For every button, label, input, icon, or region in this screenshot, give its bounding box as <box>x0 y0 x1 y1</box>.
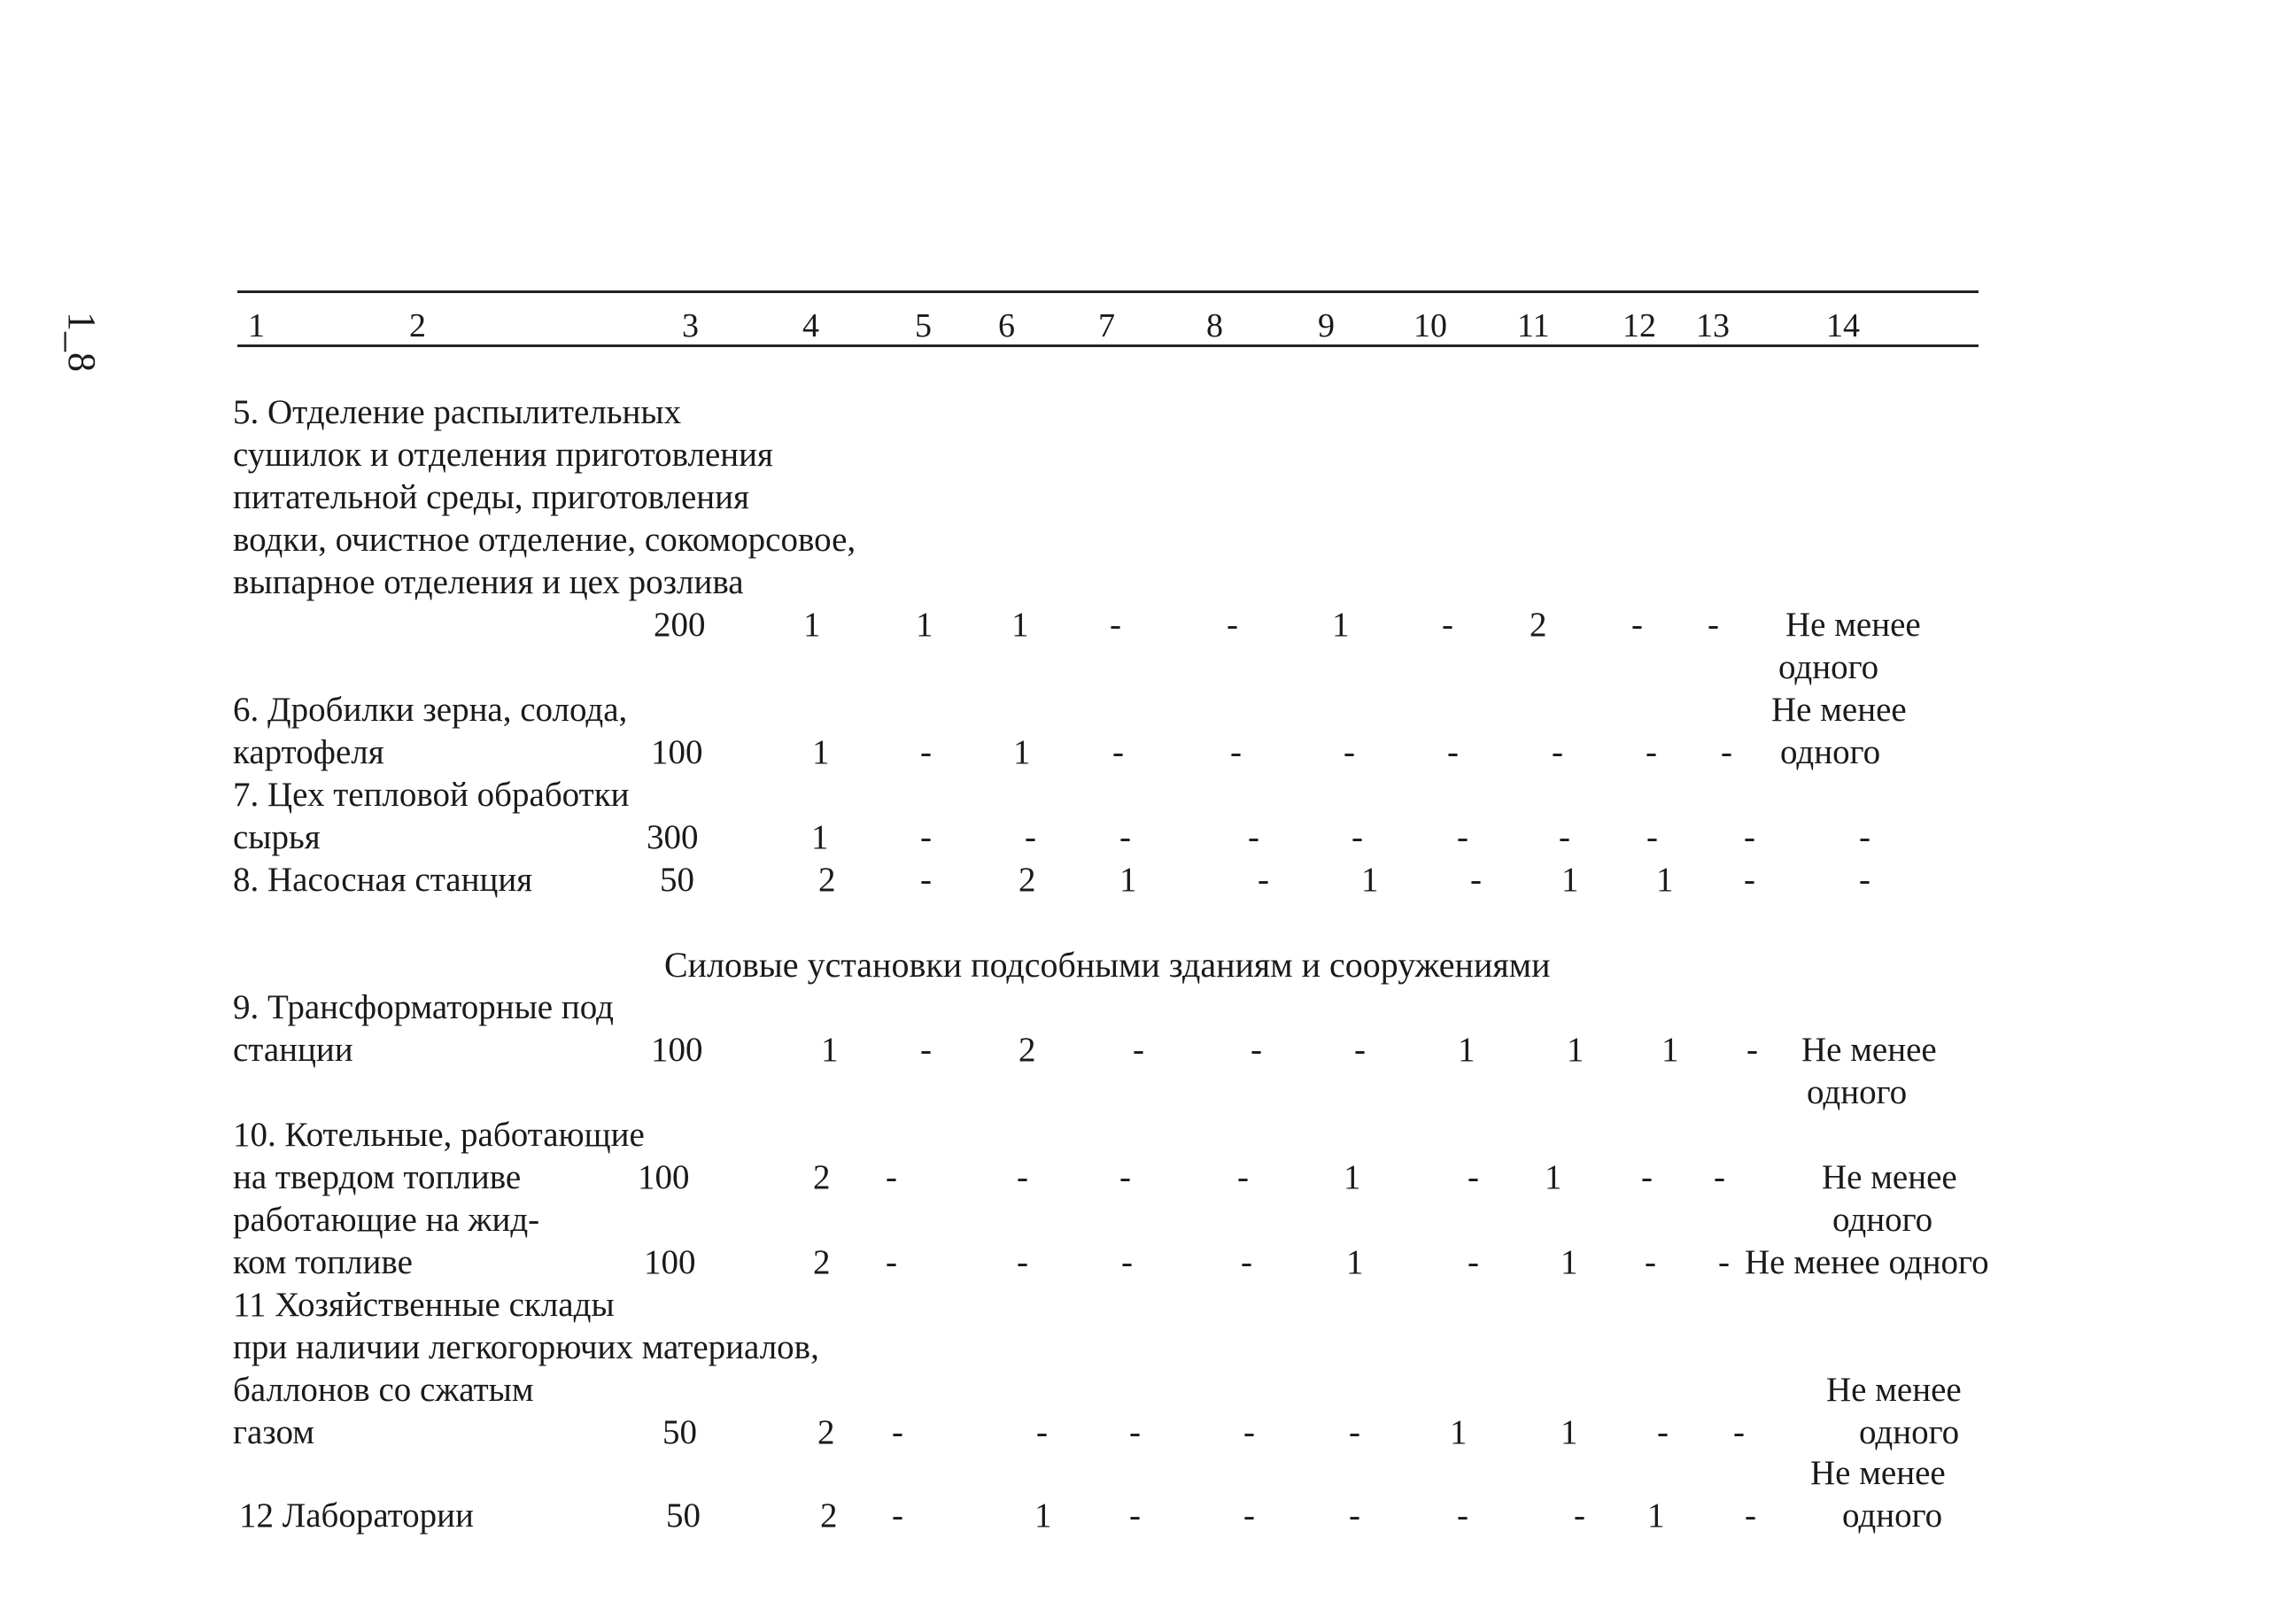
row-11-value: 50 <box>662 1413 697 1451</box>
row-7-cell-9: - <box>1351 818 1363 856</box>
row-6-cell-12: - <box>1646 733 1657 771</box>
row-11-note-line: одного <box>1859 1413 1960 1451</box>
row-10-cell-5: - <box>886 1158 897 1196</box>
row-6-cell-8: - <box>1230 733 1242 771</box>
row-9-value: 100 <box>651 1031 703 1069</box>
row-11-cell-11: 1 <box>1561 1413 1578 1451</box>
row-5-cell-6: 1 <box>1011 606 1029 644</box>
row-8-cell-11: 1 <box>1561 861 1579 899</box>
section-heading: Силовые установки подсобными зданиям и сооружениями <box>664 945 1551 985</box>
row-12-cell-11: - <box>1574 1496 1585 1535</box>
column-number-1: 1 <box>248 307 265 344</box>
row-10b-cell-5: - <box>886 1243 897 1281</box>
row-7-cell-4: 1 <box>811 818 829 856</box>
row-5-cell-11: 2 <box>1530 606 1547 644</box>
row-8-cell-9: 1 <box>1361 861 1379 899</box>
row-5-text-line: водки, очистное отделение, сокоморсовое, <box>233 521 856 559</box>
column-number-7: 7 <box>1098 307 1115 344</box>
row-5-cell-12: - <box>1631 606 1643 644</box>
row-6-cell-6: 1 <box>1013 733 1031 771</box>
row-10-cell-4: 2 <box>813 1158 831 1196</box>
row-11-cell-12: - <box>1657 1413 1669 1451</box>
column-number-6: 6 <box>998 307 1015 344</box>
row-6-cell-7: - <box>1112 733 1124 771</box>
row-5-value: 200 <box>654 606 706 644</box>
column-number-9: 9 <box>1318 307 1335 344</box>
row-9-cell-13: - <box>1746 1031 1758 1069</box>
row-5-cell-13: - <box>1708 606 1719 644</box>
row-9-cell-11: 1 <box>1567 1031 1584 1069</box>
row-11-cell-6: - <box>1036 1413 1048 1451</box>
row-12-cell-9: - <box>1349 1496 1360 1535</box>
row-10-cell-12: - <box>1641 1158 1653 1196</box>
row-8-cell-4: 2 <box>818 861 836 899</box>
row-10-cell-6: - <box>1017 1158 1028 1196</box>
row-10b-text-line: ком топливе <box>233 1243 413 1281</box>
row-7-cell-13: - <box>1744 818 1755 856</box>
row-12-note-line: одного <box>1842 1496 1943 1535</box>
row-12-cell-7: - <box>1129 1496 1141 1535</box>
row-11-text-line: при наличии легкогорючих материалов, <box>233 1328 819 1366</box>
row-9-cell-7: - <box>1133 1031 1144 1069</box>
row-8-cell-6: 2 <box>1018 861 1036 899</box>
row-11-cell-8: - <box>1243 1413 1255 1451</box>
row-12-cell-8: - <box>1243 1496 1255 1535</box>
row-6-note-line: одного <box>1780 733 1881 771</box>
row-11-cell-10: 1 <box>1450 1413 1468 1451</box>
page-side-label: 1_8 <box>60 312 104 373</box>
row-7-text-line: сырья <box>233 818 321 856</box>
column-number-12: 12 <box>1623 307 1656 344</box>
row-9-cell-4: 1 <box>821 1031 839 1069</box>
row-5-note-line: одного <box>1778 648 1879 686</box>
row-11-text-line: баллонов со сжатым <box>233 1371 534 1409</box>
row-8-cell-7: 1 <box>1119 861 1137 899</box>
row-11-cell-13: - <box>1733 1413 1745 1451</box>
row-8-value: 50 <box>660 861 694 899</box>
row-7-value: 300 <box>647 818 699 856</box>
row-5-text-line: сушилок и отделения приготовления <box>233 436 773 474</box>
row-11-note-line: Не менее <box>1826 1371 1962 1409</box>
row-5-text-line: 5. Отделение распылительных <box>233 393 682 431</box>
row-7-cell-5: - <box>920 818 932 856</box>
row-7-cell-8: - <box>1248 818 1259 856</box>
row-9-cell-8: - <box>1251 1031 1262 1069</box>
column-number-8: 8 <box>1206 307 1223 344</box>
row-5-text-line: питательной среды, приготовления <box>233 478 749 516</box>
row-6-text-line: 6. Дробилки зерна, солода, <box>233 691 628 729</box>
row-9-note-line: одного <box>1807 1073 1908 1111</box>
row-5-note-line: Не менее <box>1785 606 1921 644</box>
row-10b-cell-9: 1 <box>1346 1243 1364 1281</box>
column-number-11: 11 <box>1517 307 1550 344</box>
row-12-cell-10: - <box>1457 1496 1468 1535</box>
row-10-cell-8: - <box>1237 1158 1249 1196</box>
row-10b-note-line: Не менее одного <box>1745 1243 1989 1281</box>
row-11-cell-7: - <box>1129 1413 1141 1451</box>
row-9-note-line: Не менее <box>1801 1031 1937 1069</box>
column-number-4: 4 <box>802 307 819 344</box>
row-5-cell-8: - <box>1227 606 1238 644</box>
row-7-cell-6: - <box>1025 818 1036 856</box>
row-6-cell-10: - <box>1447 733 1459 771</box>
column-number-13: 13 <box>1696 307 1730 344</box>
row-11-text-line: газом <box>233 1413 314 1451</box>
row-10b-cell-11: 1 <box>1561 1243 1578 1281</box>
row-10-cell-7: - <box>1119 1158 1131 1196</box>
row-6-note-line: Не менее <box>1771 691 1907 729</box>
row-7-text-line: 7. Цех тепловой обработки <box>233 776 630 814</box>
row-9-text-line: 9. Трансформаторные под <box>233 988 614 1026</box>
row-11-cell-5: - <box>892 1413 903 1451</box>
row-12-cell-6: 1 <box>1034 1496 1052 1535</box>
column-number-2: 2 <box>409 307 426 344</box>
row-10b-cell-8: - <box>1241 1243 1252 1281</box>
row-10-cell-11: 1 <box>1545 1158 1562 1196</box>
row-10b-cell-12: - <box>1645 1243 1656 1281</box>
row-12-cell-5: - <box>892 1496 903 1535</box>
row-10-cell-9: 1 <box>1344 1158 1361 1196</box>
row-7-cell-10: - <box>1457 818 1468 856</box>
row-10-note-line: Не менее <box>1822 1158 1957 1196</box>
row-8-cell-13: - <box>1744 861 1755 899</box>
row-5-cell-9: 1 <box>1332 606 1350 644</box>
row-7-cell-7: - <box>1119 818 1131 856</box>
row-12-value: 50 <box>666 1496 701 1535</box>
row-5-cell-10: - <box>1442 606 1453 644</box>
row-6-cell-11: - <box>1552 733 1563 771</box>
row-10-value: 100 <box>638 1158 690 1196</box>
column-number-3: 3 <box>682 307 699 344</box>
row-9-cell-9: - <box>1354 1031 1366 1069</box>
row-10b-cell-10: - <box>1468 1243 1479 1281</box>
table-header-top-rule <box>237 290 1979 293</box>
row-5-cell-5: 1 <box>916 606 933 644</box>
row-9-cell-6: 2 <box>1018 1031 1036 1069</box>
row-7-cell-11: - <box>1559 818 1570 856</box>
row-10-text-line: на твердом топливе <box>233 1158 522 1196</box>
row-12-note-line: Не менее <box>1810 1454 1946 1492</box>
row-9-cell-12: 1 <box>1661 1031 1679 1069</box>
row-11-cell-9: - <box>1349 1413 1360 1451</box>
row-5-text-line: выпарное отделения и цех розлива <box>233 563 744 601</box>
row-6-cell-13: - <box>1721 733 1732 771</box>
row-12-cell-13: - <box>1745 1496 1756 1535</box>
row-8-note-line: - <box>1859 861 1870 899</box>
row-10b-text-line: работающие на жид- <box>233 1201 540 1239</box>
row-11-text-line: 11 Хозяйственные склады <box>233 1286 615 1324</box>
row-10b-cell-7: - <box>1121 1243 1133 1281</box>
row-12-cell-4: 2 <box>820 1496 838 1535</box>
row-10b-value: 100 <box>644 1243 696 1281</box>
row-6-text-line: картофеля <box>233 733 384 771</box>
row-8-cell-10: - <box>1470 861 1482 899</box>
row-10-text-line: 10. Котельные, работающие <box>233 1116 645 1154</box>
column-number-14: 14 <box>1826 307 1860 344</box>
table-header-bottom-rule <box>237 344 1979 347</box>
column-number-10: 10 <box>1413 307 1447 344</box>
row-5-cell-7: - <box>1110 606 1121 644</box>
row-11-cell-4: 2 <box>817 1413 835 1451</box>
row-10b-cell-13: - <box>1718 1243 1730 1281</box>
row-10-note-line: одного <box>1832 1201 1933 1239</box>
row-10-cell-10: - <box>1468 1158 1479 1196</box>
row-9-cell-10: 1 <box>1458 1031 1475 1069</box>
row-5-cell-4: 1 <box>803 606 821 644</box>
row-10-cell-13: - <box>1714 1158 1725 1196</box>
row-12-cell-12: 1 <box>1647 1496 1665 1535</box>
column-number-5: 5 <box>915 307 932 344</box>
row-8-cell-12: 1 <box>1656 861 1674 899</box>
row-6-value: 100 <box>651 733 703 771</box>
row-10b-cell-4: 2 <box>813 1243 831 1281</box>
row-8-text-line: 8. Насосная станция <box>233 861 533 899</box>
row-6-cell-5: - <box>920 733 932 771</box>
row-8-cell-8: - <box>1258 861 1269 899</box>
row-10b-cell-6: - <box>1017 1243 1028 1281</box>
row-6-cell-9: - <box>1344 733 1355 771</box>
row-9-text-line: станции <box>233 1031 353 1069</box>
row-6-cell-4: 1 <box>812 733 830 771</box>
row-7-cell-12: - <box>1646 818 1658 856</box>
row-12-text-line: 12 Лаборатории <box>239 1496 474 1535</box>
row-8-cell-5: - <box>920 861 932 899</box>
row-9-cell-5: - <box>920 1031 932 1069</box>
row-7-note-line: - <box>1859 818 1870 856</box>
